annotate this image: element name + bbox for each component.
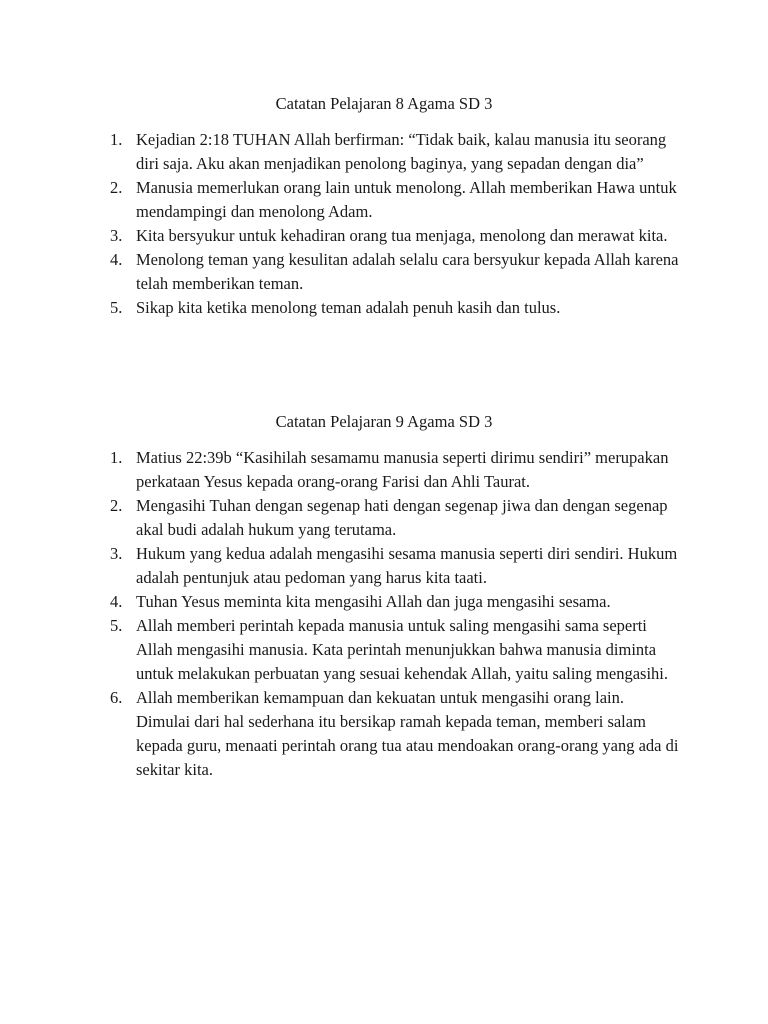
list-item-number: 2. xyxy=(110,496,123,515)
list-item-text: Kejadian 2:18 TUHAN Allah berfirman: “Tidak baik, kalau manusia itu seorang diri saja. Aku akan menjadikan penolong baginya, yang sepadan dengan dia” xyxy=(136,130,667,173)
list-item-number: 1. xyxy=(110,130,123,149)
list-item xyxy=(0,176,681,224)
list-item-text: Hukum yang kedua adalah mengasihi sesama manusia seperti diri sendiri. Hukum adalah pentunjuk atau pedoman yang harus kita taati. xyxy=(136,544,678,587)
lesson-8-title: Catatan Pelajaran 8 Agama SD 3 xyxy=(275,94,493,113)
list-item xyxy=(0,224,681,248)
list-item-number: 5. xyxy=(110,616,123,635)
list-item-number: 3. xyxy=(110,544,123,563)
list-item xyxy=(0,542,681,590)
list-item xyxy=(0,494,681,542)
list-item-text: Menolong teman yang kesulitan adalah selalu cara bersyukur kepada Allah karena telah memberikan teman. xyxy=(136,250,679,293)
list-item xyxy=(0,128,681,176)
list-item-number: 5. xyxy=(110,298,123,317)
list-item-number: 4. xyxy=(110,592,123,611)
lesson-9-title: Catatan Pelajaran 9 Agama SD 3 xyxy=(275,412,493,431)
list-item-text: Sikap kita ketika menolong teman adalah penuh kasih dan tulus. xyxy=(136,298,561,317)
list-item-number: 4. xyxy=(110,250,123,269)
list-item-text: Matius 22:39b “Kasihilah sesamamu manusia seperti dirimu sendiri” merupakan perkataan Yesus kepada orang-orang Farisi dan Ahli Taurat. xyxy=(136,448,669,491)
list-item xyxy=(0,590,681,614)
list-item-text: Allah memberikan kemampuan dan kekuatan untuk mengasihi orang lain. Dimulai dari hal sederhana itu bersikap ramah kepada teman, memberi salam kepada guru, menaati perintah orang tua atau mendoakan orang-orang yang ada di sekitar kita. xyxy=(136,688,679,779)
list-item-text: Allah memberi perintah kepada manusia untuk saling mengasihi sama seperti Allah mengasihi manusia. Kata perintah menunjukkan bahwa manusia diminta untuk melakukan perbuatan yang sesuai kehendak Allah, yaitu saling mengasihi. xyxy=(136,616,668,683)
list-item xyxy=(0,614,681,686)
list-item xyxy=(0,686,681,782)
list-item-number: 1. xyxy=(110,448,123,467)
lesson-8-section xyxy=(0,92,768,320)
lesson-9-list xyxy=(0,446,768,782)
list-item xyxy=(0,296,681,320)
list-item-text: Kita bersyukur untuk kehadiran orang tua menjaga, menolong dan merawat kita. xyxy=(136,226,668,245)
list-item xyxy=(0,446,681,494)
list-item-text: Mengasihi Tuhan dengan segenap hati dengan segenap jiwa dan dengan segenap akal budi adalah hukum yang terutama. xyxy=(136,496,668,539)
list-item-number: 2. xyxy=(110,178,123,197)
list-item-number: 6. xyxy=(110,688,123,707)
list-item-text: Tuhan Yesus meminta kita mengasihi Allah dan juga mengasihi sesama. xyxy=(136,592,611,611)
lesson-8-list xyxy=(0,128,768,320)
list-item xyxy=(0,248,681,296)
list-item-number: 3. xyxy=(110,226,123,245)
lesson-9-section xyxy=(0,410,768,782)
list-item-text: Manusia memerlukan orang lain untuk menolong. Allah memberikan Hawa untuk mendampingi dan menolong Adam. xyxy=(136,178,677,221)
